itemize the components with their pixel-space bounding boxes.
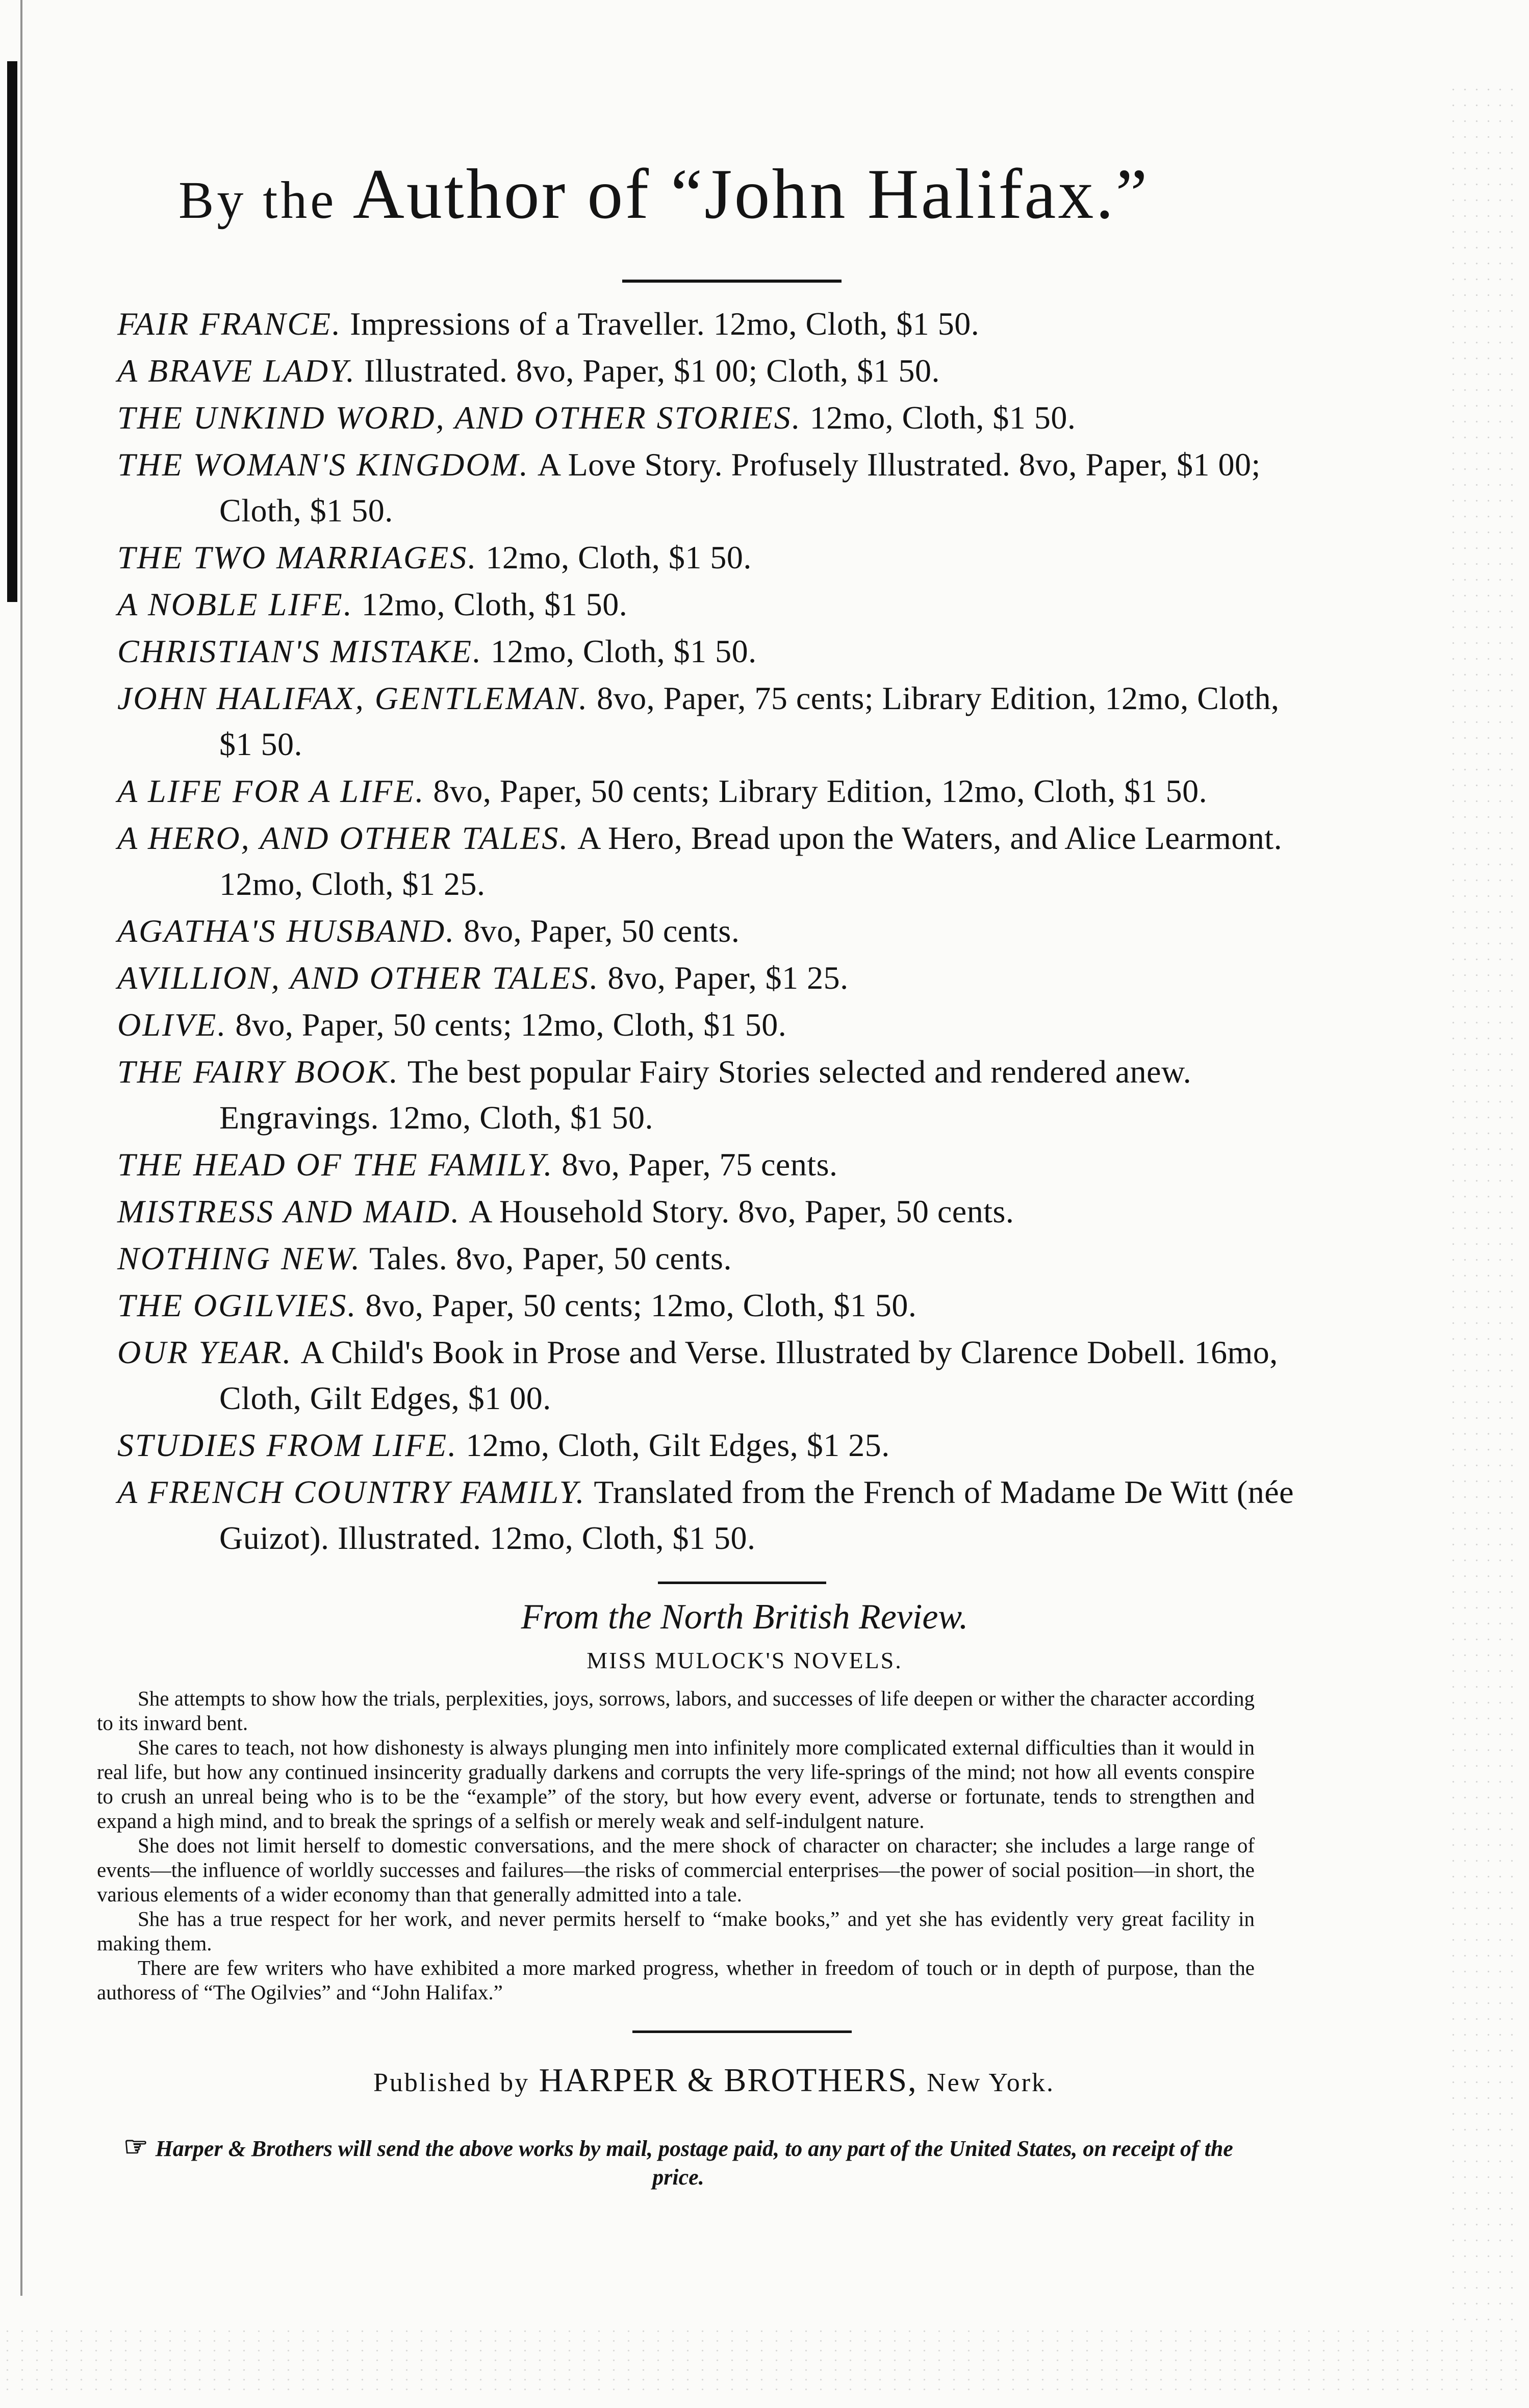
book-entry <box>117 1189 1306 1235</box>
book-entry <box>117 629 1306 674</box>
book-detail: 12mo, Cloth, $1 50. <box>809 399 1076 436</box>
book-detail: 8vo, Paper, 50 cents; 12mo, Cloth, $1 50. <box>235 1007 787 1043</box>
book-detail: Illustrated. 8vo, Paper, $1 00; Cloth, $1 50. <box>364 353 940 389</box>
book-title: NOTHING NEW. <box>117 1240 362 1276</box>
book-title: AGATHA'S HUSBAND. <box>117 913 456 949</box>
book-title: JOHN HALIFAX, GENTLEMAN. <box>117 680 589 716</box>
book-entry <box>117 535 1306 581</box>
book-entry <box>117 1049 1306 1141</box>
book-title: A HERO, AND OTHER TALES. <box>117 820 570 856</box>
book-title: AVILLION, AND OTHER TALES. <box>117 960 600 996</box>
publisher-city: New York. <box>927 2068 1055 2097</box>
book-detail: 12mo, Cloth, $1 50. <box>361 586 628 622</box>
publisher-line <box>128 2061 1301 2100</box>
book-title: OLIVE. <box>117 1007 227 1043</box>
book-detail: 8vo, Paper, 75 cents; Library Edition, 12mo, Cloth, $1 50. <box>219 680 1280 762</box>
paper-edge-wear <box>1447 82 1519 2326</box>
book-entry <box>117 1422 1306 1468</box>
book-title: STUDIES FROM LIFE. <box>117 1427 458 1463</box>
book-entry <box>117 815 1306 907</box>
publisher-name: HARPER & BROTHERS, <box>539 2062 918 2099</box>
book-detail: The best popular Fairy Stories selected and rendered anew. Engravings. 12mo, Cloth, $1 50. <box>219 1054 1192 1136</box>
binding-edge-line <box>20 0 22 2296</box>
book-detail: 12mo, Cloth, Gilt Edges, $1 25. <box>466 1427 890 1463</box>
book-detail: 8vo, Paper, 50 cents; 12mo, Cloth, $1 50. <box>365 1287 917 1323</box>
book-title: A LIFE FOR A LIFE. <box>117 773 425 809</box>
paper-bottom-wear <box>0 2326 1529 2393</box>
book-entry <box>117 1142 1306 1188</box>
book-entry <box>117 348 1306 394</box>
review-paragraph: There are few writers who have exhibited a more marked progress, whether in freedom of touch or in depth of purpose, than the authoress of “The Ogilvies” and “John Halifax.” <box>97 1956 1255 2004</box>
pointing-hand-icon: ☞ <box>123 2131 148 2162</box>
review-paragraph: She has a true respect for her work, and never permits herself to “make books,” and yet she has evidently very great facility in making them. <box>97 1907 1255 1955</box>
book-title: MISTRESS AND MAID. <box>117 1193 461 1230</box>
review-text <box>97 1686 1255 2004</box>
mail-notice <box>97 2133 1260 2192</box>
book-entry <box>117 768 1306 814</box>
book-title: THE OGILVIES. <box>117 1287 358 1323</box>
mail-notice-text: Harper & Brothers will send the above works by mail, postage paid, to any part of the United States, on receipt of the price. <box>155 2136 1233 2190</box>
book-entry <box>117 1236 1306 1282</box>
book-detail: Translated from the French of Madame De Witt (née Guizot). Illustrated. 12mo, Cloth, $1 50. <box>219 1474 1294 1556</box>
book-entry <box>117 442 1306 534</box>
book-detail: A Household Story. 8vo, Paper, 50 cents. <box>469 1193 1014 1230</box>
review-paragraph: She does not limit herself to domestic conversations, and the mere shock of character on character; she includes a large range of events—the influence of worldly successes and failures—the risks of commercial enterprises—the power of social position—in short, the various elements of a wider economy than that generally admitted into a tale. <box>97 1834 1255 1906</box>
review-source: From the North British Review. <box>521 1597 969 1637</box>
book-title: FAIR FRANCE. <box>117 306 342 342</box>
title-main: Author of “John Halifax.” <box>352 155 1150 234</box>
page-title <box>179 153 1352 235</box>
title-prefix: By the <box>179 171 337 230</box>
book-title: A NOBLE LIFE. <box>117 586 353 622</box>
book-detail: 8vo, Paper, 50 cents; Library Edition, 12mo, Cloth, $1 50. <box>433 773 1208 809</box>
book-title: THE HEAD OF THE FAMILY. <box>117 1146 554 1183</box>
book-entry <box>117 1469 1306 1561</box>
book-detail: 12mo, Cloth, $1 50. <box>486 539 752 575</box>
review-paragraph: She attempts to show how the trials, perplexities, joys, sorrows, labors, and successes of life deepen or wither the character according to its inward bent. <box>97 1687 1255 1735</box>
book-title: OUR YEAR. <box>117 1334 293 1370</box>
book-detail: A Child's Book in Prose and Verse. Illustrated by Clarence Dobell. 16mo, Cloth, Gilt Edges, $1 00. <box>219 1334 1278 1416</box>
book-title: THE WOMAN'S KINGDOM. <box>117 446 529 483</box>
book-title: THE FAIRY BOOK. <box>117 1054 399 1090</box>
book-title: A FRENCH COUNTRY FAMILY. <box>117 1474 586 1510</box>
book-entry <box>117 1002 1306 1048</box>
section-rule <box>658 1582 826 1584</box>
book-detail: 8vo, Paper, 50 cents. <box>464 913 740 949</box>
review-heading: MISS MULOCK'S NOVELS. <box>587 1647 903 1673</box>
book-list <box>117 301 1306 1562</box>
title-rule <box>622 280 842 283</box>
book-title: CHRISTIAN'S MISTAKE. <box>117 633 483 669</box>
book-detail: Impressions of a Traveller. 12mo, Cloth, $1 50. <box>350 306 980 342</box>
book-entry <box>117 675 1306 767</box>
book-entry <box>117 582 1306 628</box>
publisher-rule <box>632 2030 852 2033</box>
book-detail: Tales. 8vo, Paper, 50 cents. <box>369 1240 732 1276</box>
binding-edge-mark <box>7 61 17 602</box>
published-by-label: Published by <box>373 2068 530 2097</box>
book-title: A BRAVE LADY. <box>117 353 356 389</box>
book-detail: 8vo, Paper, $1 25. <box>607 960 849 996</box>
book-entry <box>117 1283 1306 1328</box>
book-entry <box>117 301 1306 347</box>
book-detail: 8vo, Paper, 75 cents. <box>562 1146 838 1183</box>
book-detail: A Love Story. Profusely Illustrated. 8vo, Paper, $1 00; Cloth, $1 50. <box>219 446 1261 529</box>
book-detail: 12mo, Cloth, $1 50. <box>491 633 757 669</box>
review-paragraph: She cares to teach, not how dishonesty is always plunging men into infinitely more complicated external difficulties than it would in real life, but how any continued insincerity gradually darkens and corrupts the very life-springs of the mind; not how all events conspire to crush an unreal being who is to be the “example” of the story, but how every event, adverse or fortunate, tends to strengthen and expand a high mind, and to break the springs of a selfish or merely weak and self-indulgent nature. <box>97 1736 1255 1833</box>
book-title: THE UNKIND WORD, AND OTHER STORIES. <box>117 399 802 436</box>
book-entry <box>117 908 1306 954</box>
book-entry <box>117 955 1306 1001</box>
book-entry <box>117 1330 1306 1421</box>
book-entry <box>117 395 1306 441</box>
book-detail: A Hero, Bread upon the Waters, and Alice Learmont. 12mo, Cloth, $1 25. <box>219 820 1283 902</box>
book-title: THE TWO MARRIAGES. <box>117 539 478 575</box>
